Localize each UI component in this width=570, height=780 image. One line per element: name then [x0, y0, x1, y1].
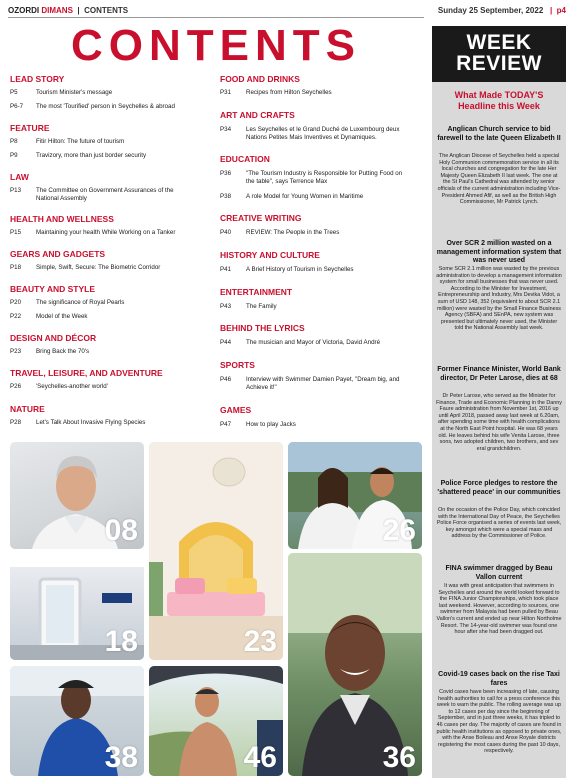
photo-70s-decor[interactable]: [149, 442, 283, 660]
masthead-right: [438, 6, 566, 15]
page-number-badge: 38: [104, 741, 138, 774]
photo-maritime-woman[interactable]: [10, 666, 144, 776]
contents-item[interactable]: P46 Interview with Swimmer Damien Payet, "Dream big, and Achieve it!": [220, 376, 400, 391]
masthead-bar: [8, 4, 566, 17]
article-headline[interactable]: FINA swimmer dragged by Beau Vallon current: [445, 565, 553, 581]
article-body: It was with great anticipation that swimmers in Seychelles and around the world looked forward to the FINA Junior Championships, which took place last weekend. However, according to sources, one swimmer from Malaysia had been pulled by Beau Vallon's current and ended up near Hilton Northolme Resort. The 14-year-old swimmer was found one hour after she had been dragged out.: [436, 583, 562, 636]
page-number-badge: 36: [382, 741, 416, 774]
article-headline[interactable]: Covid-19 cases back on the rise Taxi fares: [438, 671, 560, 687]
contents-item[interactable]: P34 Les Seychelles et le Grand Duché de Luxembourg deux Nations Petites Mais Inventives et Dynamiques.: [220, 126, 400, 141]
contents-item[interactable]: P36 "The Tourism Industry is Responsible for Putting Food on the table", says Terrence Max: [220, 170, 403, 185]
page-number-badge: 08: [104, 514, 138, 547]
article-headline[interactable]: Over SCR 2 million wasted on a management information system that was never used: [436, 240, 562, 264]
section-name: CONTENTS: [84, 6, 129, 15]
section-heading-history: HISTORY AND CULTURE: [220, 250, 320, 260]
article-body: Covid cases have been increasing of late, causing health authorities to call for a press conference this week to warn the public. The rolling average was up to 12 cases per day since the beginning of September, and in just three weeks, it has tripled to 46 cases per day. The majority of cases are found in public health institutions as opposed to private ones, with the Anse Boileau and Anse Royale districts registering the most cases during the past 10 days, respectively.: [436, 689, 562, 755]
brand-name-accent: DIMANS: [41, 6, 73, 15]
section-heading-health: HEALTH AND WELLNESS: [10, 214, 114, 224]
section-heading-design: DESIGN AND DÉCOR: [10, 333, 97, 343]
article-body: Dr Peter Larose, who served as the Minister for Finance, Trade and Economic Planning in the Danny Faure administration from November 1st, 2016 up until April 2018, passed away last week at 6.20am, after spending some time with health complications at the North East Point hospital. He was 68 years old. He leaves behind his wife Venita Larose, three sons, two adopted children, two brothers, and sev eral grandchildren.: [436, 393, 562, 452]
page-number-badge: 46: [243, 741, 277, 774]
week-review-subtitle: What Made TODAY'S Headline this Week: [454, 90, 544, 111]
article-body: Some SCR 2.1 million was wasted by the previous administration to develop a management information system for small businesses that was never used. According to the Minister for Investment, Entrepreneurship and Industry, Mrs Devika Vidot, a sum of USD 148, 352 (equivalent to about SCR 2.1 million) were wasted by the Small Finance Business Agency (SBFA) and SEnPA, new system was presented but ultimately never used, the Minister told the National Assembly last week.: [436, 266, 562, 332]
photo-biometric-corridor[interactable]: [10, 553, 144, 660]
section-heading-nature: NATURE: [10, 404, 45, 414]
photo-david-andre[interactable]: [288, 553, 422, 776]
article-headline[interactable]: Former Finance Minister, World Bank director, Dr Peter Larose, dies at 68: [437, 366, 561, 382]
separator: |: [77, 6, 80, 15]
photo-portrait-man[interactable]: [10, 442, 144, 549]
page-number-badge: 18: [104, 625, 138, 658]
page-title: CONTENTS: [71, 21, 361, 70]
section-heading-art: ART AND CRAFTS: [220, 110, 295, 120]
contents-item[interactable]: P13 The Committee on Government Assurances of the National Assembly: [10, 187, 174, 202]
page-number: p4: [556, 6, 566, 15]
section-heading-games: GAMES: [220, 405, 252, 415]
page-number-badge: 26: [382, 514, 416, 547]
section-heading-education: EDUCATION: [220, 154, 270, 164]
photo-swimmer[interactable]: [149, 666, 283, 776]
section-heading-gadgets: GEARS AND GADGETS: [10, 249, 106, 259]
section-heading-creative-writing: CREATIVE WRITING: [220, 213, 302, 223]
section-heading-beauty: BEAUTY AND STYLE: [10, 284, 96, 294]
section-heading-travel: TRAVEL, LEISURE, AND ADVENTURE: [10, 368, 163, 378]
section-heading-lyrics: BEHIND THE LYRICS: [220, 323, 305, 333]
article-body: The Anglican Diocese of Seychelles held a special Holy Communion commemoration service in all its local churches and congregation for the late Her Majesty Queen Elizabeth II last week. The one at the St Paul's Cathedral was attended by senior officials of the current administration including Vice-President Ahmed Afif, as well as the British High Commissioner, Mr Patrick Lynch.: [437, 153, 561, 206]
photo-couple[interactable]: [288, 442, 422, 549]
section-heading-entertainment: ENTERTAINMENT: [220, 287, 293, 297]
article-headline[interactable]: Anglican Church service to bid farewell to the late Queen Elizabeth II: [437, 126, 561, 142]
article-headline[interactable]: Police Force pledges to restore the 'shattered peace' in our communities: [437, 480, 561, 496]
section-heading-feature: FEATURE: [10, 123, 50, 133]
page-number-badge: 23: [243, 625, 277, 658]
article-body: On the occasion of the Police Day, which coincided with the International Day of Peace, the Seychelles Police Force organised a series of events last week, key amongst which were a special mass and address by the Commissioner of Police.: [436, 507, 562, 540]
section-heading-lead-story: LEAD STORY: [10, 74, 65, 84]
section-heading-law: LAW: [10, 172, 29, 182]
separator: |: [549, 6, 553, 15]
issue-date: Sunday 25 September, 2022: [437, 6, 544, 15]
header-rule: [8, 17, 424, 18]
masthead-left: [8, 6, 128, 15]
week-review-title: WEEK REVIEW: [456, 31, 542, 75]
section-heading-sports: SPORTS: [220, 360, 255, 370]
section-heading-food: FOOD AND DRINKS: [220, 74, 300, 84]
brand-name: OZORDI: [8, 6, 40, 15]
